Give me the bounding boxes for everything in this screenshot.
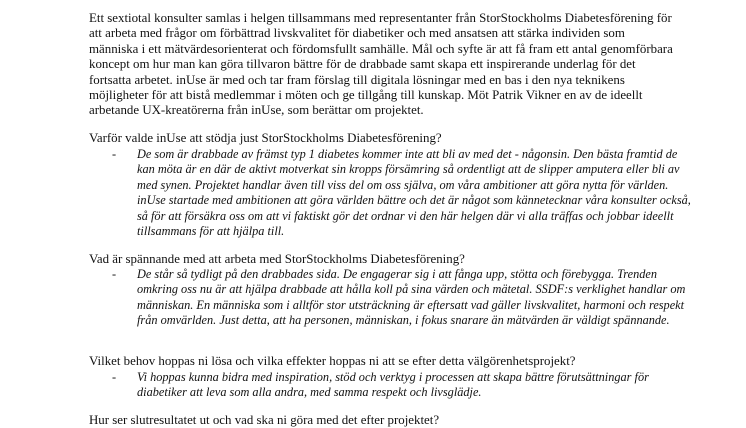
answer-2-bullet: -: [112, 267, 117, 281]
question-4: Hur ser slutresultatet ut och vad ska ni göra med det efter projektet?: [89, 413, 440, 427]
answer-1-bullet: -: [112, 147, 117, 161]
question-1: Varför valde inUse att stödja just StorStockholms Diabetesförening?: [89, 131, 442, 145]
answer-3: Vi hoppas kunna bidra med inspiration, stöd och verktyg i processen att skapa bättre förutsättningar för diabetiker att leva som alla andra, med samma respekt och livsglädje.: [137, 370, 649, 400]
question-2: Vad är spännande med att arbeta med StorStockholms Diabetesförening?: [89, 252, 465, 266]
question-3: Vilket behov hoppas ni lösa och vilka effekter hoppas ni att se efter detta välgörenhetsprojekt?: [89, 354, 576, 368]
answer-1: De som är drabbade av främst typ 1 diabetes kommer inte att bli av med det - någonsin. Den bästa framtid de kan möta är en där de aktivt motverkat sin kropps försämring så ordentligt att de slipper amputera eller bli av med synen. Projektet handlar även till viss del om oss själva, om våra ambitioner att göra nytta för världen. inUse startade med ambitionen att göra världen bättre och det är något som kännetecknar våra konsulter också, så för att försäkra oss om att vi faktiskt gör det ordnar vi den här helgen där vi alla träffas och jobbar ideellt tillsammans för att hjälpa till.: [137, 147, 691, 239]
intro-paragraph: Ett sextiotal konsulter samlas i helgen tillsammans med representanter från StorStockholms Diabetesförening för att arbeta med frågor om förbättrad livskvalitet för diabetiker och med ansatsen att stärka individen som människa i ett mätvärdesorienterat och fördomsfullt samhälle. Mål och syfte är att få fram ett antal genomförbara koncept om hur man kan göra tillvaron bättre för de drabbade samt skapa ett inspirerande underlag för det fortsatta arbetet. inUse är med och tar fram förslag till digitala lösningar med en bas i den nya teknikens möjligheter för att bistå medlemmar i möten och ge tillgång till kunskap. Möt Patrik Vikner en av de ideellt arbetande UX-kreatörerna från inUse, som berättar om projektet.: [89, 11, 673, 118]
answer-2: De står så tydligt på den drabbades sida. De engagerar sig i att fånga upp, stötta och förebygga. Trenden omkring oss nu är att hjälpa drabbade att hålla koll på sina värden och mätetal. SSDF:s verklighet handlar om människan. En människa som i alltför stor utsträckning är eftersatt vad gäller livskvalitet, harmoni och respekt från omvärlden. Just detta, att ha personen, människan, i fokus snarare än mätvärden är väldigt spännande.: [137, 267, 686, 328]
answer-3-bullet: -: [112, 370, 117, 384]
